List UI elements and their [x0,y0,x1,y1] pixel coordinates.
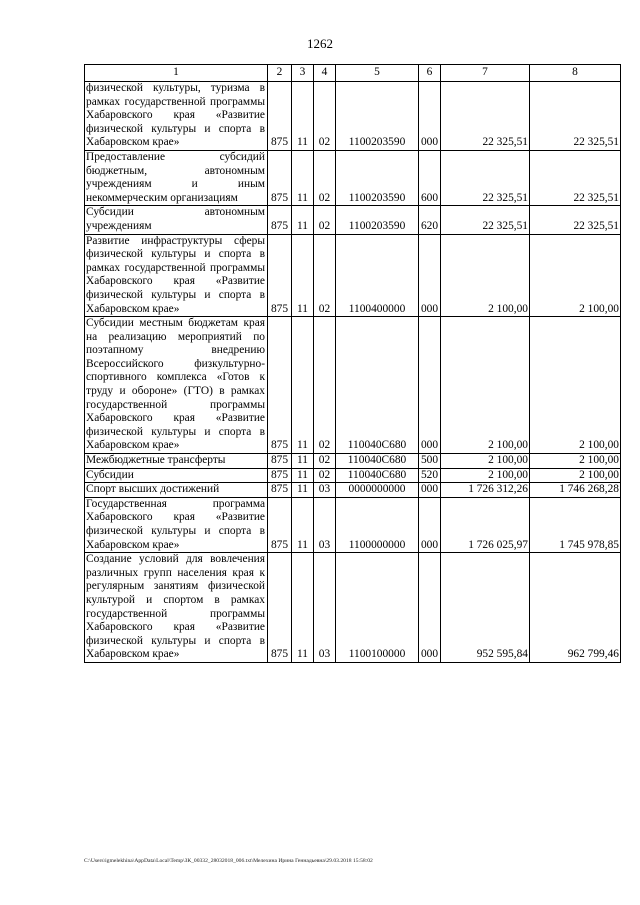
row-target-article: 1100100000 [336,553,419,663]
row-grbs: 875 [268,497,292,552]
row-amount-2: 22 325,51 [530,206,621,234]
table-row [85,82,621,151]
row-expense-type: 000 [419,497,441,552]
row-name: физической культуры, туризма в рамках государственной программы Хабаровского края «Развитие физической культуры и спорта в Хабаровском крае» [85,82,268,151]
row-target-article: 0000000000 [336,483,419,498]
row-section: 11 [292,497,314,552]
row-amount-1: 2 100,00 [441,234,530,317]
row-section: 11 [292,317,314,454]
row-amount-2: 2 100,00 [530,468,621,483]
row-expense-type: 600 [419,150,441,205]
row-name: Предоставление субсидий бюджетным, автономным учреждениям и иным некоммерческим организациям [85,150,268,205]
row-amount-1: 22 325,51 [441,82,530,151]
row-amount-2: 1 745 978,85 [530,497,621,552]
row-grbs: 875 [268,553,292,663]
row-subsection: 02 [314,206,336,234]
row-name: Субсидии местным бюджетам края на реализацию мероприятий по поэтапному внедрению Всероссийского физкультурно-спортивного комплекса «Готов к труду и обороне» (ГТО) в рамках государственной программы Хабаровского края «Развитие физической культуры и спорта в Хабаровском крае» [85,317,268,454]
row-section: 11 [292,150,314,205]
row-expense-type: 000 [419,483,441,498]
row-section: 11 [292,82,314,151]
column-header: 5 [336,65,419,82]
row-expense-type: 000 [419,553,441,663]
table-row [85,468,621,483]
row-name: Субсидии автономным учреждениям [85,206,268,234]
row-amount-2: 2 100,00 [530,454,621,469]
row-amount-1: 2 100,00 [441,468,530,483]
row-amount-1: 1 726 312,26 [441,483,530,498]
row-subsection: 02 [314,82,336,151]
row-subsection: 02 [314,317,336,454]
row-expense-type: 500 [419,454,441,469]
row-amount-1: 22 325,51 [441,150,530,205]
column-header: 2 [268,65,292,82]
row-amount-2: 1 746 268,28 [530,483,621,498]
row-grbs: 875 [268,150,292,205]
row-grbs: 875 [268,317,292,454]
row-grbs: 875 [268,206,292,234]
table-body [85,82,621,663]
column-header: 6 [419,65,441,82]
row-name: Межбюджетные трансферты [85,454,268,469]
row-name: Государственная программа Хабаровского края «Развитие физической культуры и спорта в Хабаровском крае» [85,497,268,552]
column-header: 8 [530,65,621,82]
row-grbs: 875 [268,483,292,498]
row-name: Развитие инфраструктуры сферы физической культуры и спорта в рамках государственной программы Хабаровского края «Развитие физической культуры и спорта в Хабаровском крае» [85,234,268,317]
row-expense-type: 000 [419,82,441,151]
row-target-article: 1100000000 [336,497,419,552]
row-section: 11 [292,468,314,483]
row-name: Создание условий для вовлечения различных групп населения края к регулярным занятиям физической культурой и спортом в рамках государственной программы Хабаровского края «Развитие физической культуры и спорта в Хабаровском крае» [85,553,268,663]
row-grbs: 875 [268,234,292,317]
row-target-article: 110040С680 [336,454,419,469]
table-row [85,234,621,317]
row-expense-type: 520 [419,468,441,483]
table-row [85,206,621,234]
column-header: 7 [441,65,530,82]
row-amount-1: 2 100,00 [441,454,530,469]
row-amount-2: 2 100,00 [530,234,621,317]
row-amount-1: 952 595,84 [441,553,530,663]
column-header: 3 [292,65,314,82]
page-number: 1262 [307,36,333,51]
row-grbs: 875 [268,454,292,469]
row-section: 11 [292,206,314,234]
table-row [85,497,621,552]
row-name: Спорт высших достижений [85,483,268,498]
row-target-article: 110040С680 [336,317,419,454]
row-section: 11 [292,454,314,469]
row-target-article: 1100203590 [336,206,419,234]
row-amount-1: 22 325,51 [441,206,530,234]
row-subsection: 02 [314,234,336,317]
row-subsection: 03 [314,483,336,498]
table-row [85,317,621,454]
footer-path: C:\Users\igmelekhina\AppData\Local\Temp\ЗК_00332_28032018_006.txt\Мелехина Ирина Геннадьевна\29.03.2018 15:58:02 [84,858,373,864]
budget-table [84,64,621,663]
row-section: 11 [292,234,314,317]
table-row [85,553,621,663]
row-amount-2: 962 799,46 [530,553,621,663]
row-section: 11 [292,483,314,498]
row-section: 11 [292,553,314,663]
row-amount-1: 1 726 025,97 [441,497,530,552]
row-target-article: 1100203590 [336,150,419,205]
row-subsection: 03 [314,497,336,552]
table-row [85,454,621,469]
row-grbs: 875 [268,468,292,483]
row-expense-type: 620 [419,206,441,234]
row-subsection: 02 [314,454,336,469]
row-amount-2: 22 325,51 [530,82,621,151]
row-expense-type: 000 [419,234,441,317]
row-grbs: 875 [268,82,292,151]
column-header: 4 [314,65,336,82]
row-name: Субсидии [85,468,268,483]
row-amount-2: 22 325,51 [530,150,621,205]
row-subsection: 02 [314,150,336,205]
row-target-article: 1100203590 [336,82,419,151]
table-row [85,150,621,205]
row-subsection: 03 [314,553,336,663]
row-amount-2: 2 100,00 [530,317,621,454]
row-expense-type: 000 [419,317,441,454]
row-target-article: 1100400000 [336,234,419,317]
column-header: 1 [85,65,268,82]
row-target-article: 110040С680 [336,468,419,483]
row-amount-1: 2 100,00 [441,317,530,454]
row-subsection: 02 [314,468,336,483]
header-row [85,65,621,82]
table-row [85,483,621,498]
